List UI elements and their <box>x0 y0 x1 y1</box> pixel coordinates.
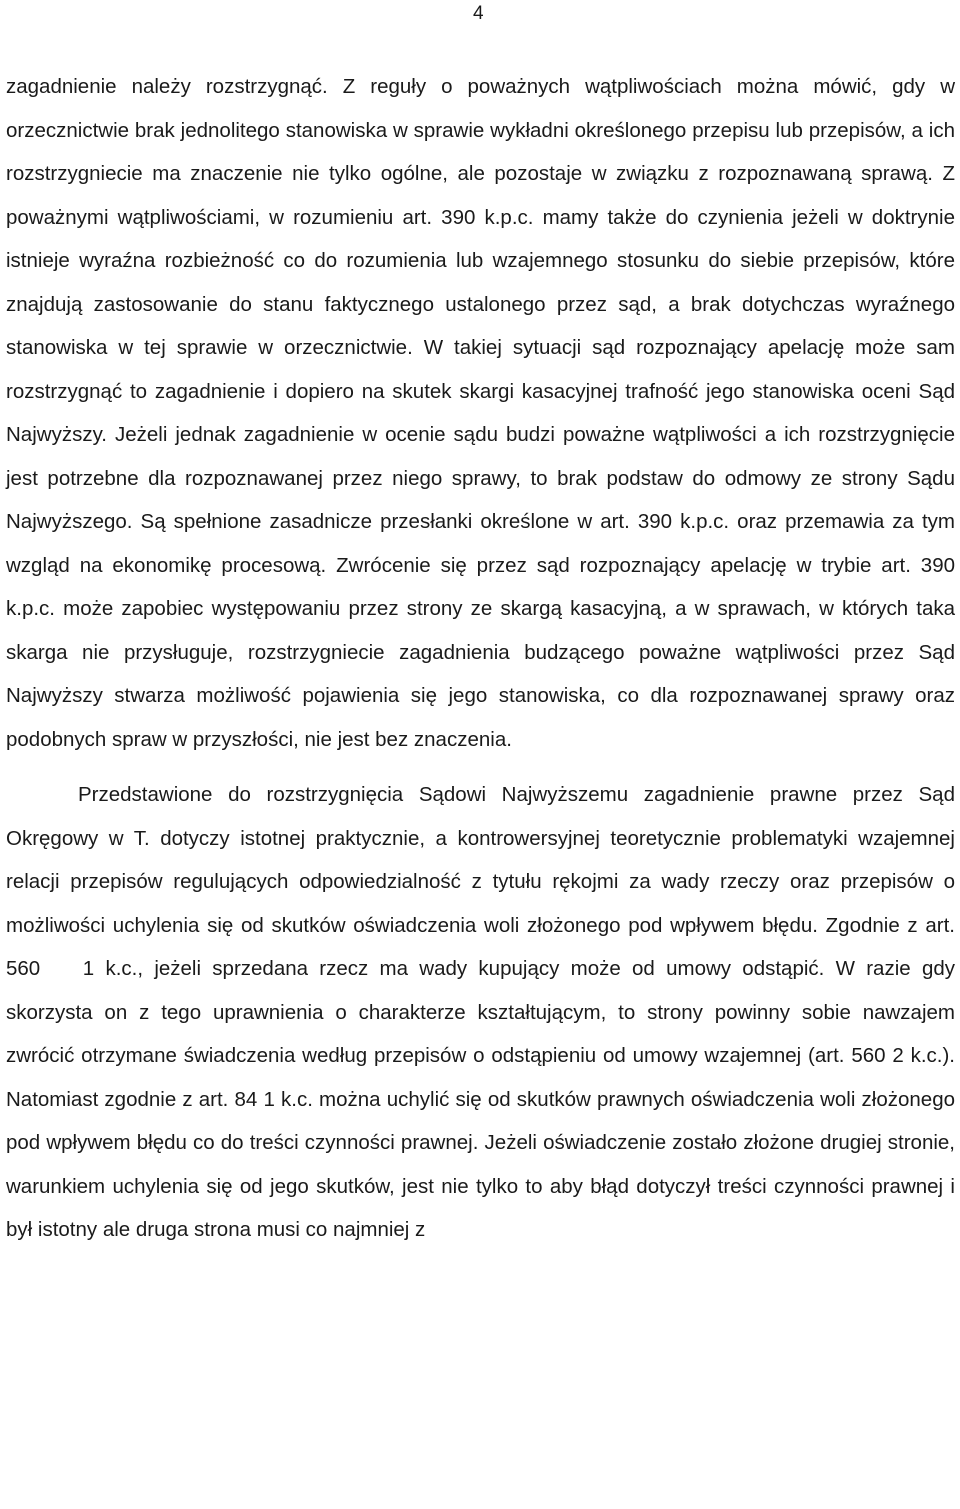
paragraph-2 <box>6 773 955 1252</box>
paragraph-2-text: Przedstawione do rozstrzygnięcia Sądowi Najwyższemu zagadnienie prawne przez Sąd Okręgowy w T. dotyczy istotnej praktycznie, a kontrowersyjnej teoretycznie problematyki wzajemnej relacji przepisów regulujących odpowiedzialność z tytułu rękojmi za wady rzeczy oraz przepisów o możliwości uchylenia się od skutków oświadczenia woli złożonego pod wpływem błędu. Zgodnie z art. 560 <box>6 783 955 980</box>
page-number: 4 <box>473 3 484 24</box>
paragraph-1: zagadnienie należy rozstrzygnąć. Z reguły o poważnych wątpliwościach można mówić, gdy w orzecznictwie brak jednolitego stanowiska w sprawie wykładni określonego przepisu lub przepisów, a ich rozstrzygniecie ma znaczenie nie tylko ogólne, ale pozostaje w związku z rozpoznawaną sprawą. Z poważnymi wątpliwościami, w rozumieniu art. 390 k.p.c. mamy także do czynienia jeżeli w doktrynie istnieje wyraźna rozbieżność co do rozumienia lub wzajemnego stosunku do siebie przepisów, które znajdują zastosowanie do stanu faktycznego ustalonego przez sąd, a brak dotychczas wyraźnego stanowiska w tej sprawie w orzecznictwie. W takiej sytuacji sąd rozpoznający apelację może sam rozstrzygnąć to zagadnienie i dopiero na skutek skargi kasacyjnej trafność jego stanowiska oceni Sąd Najwyższy. Jeżeli jednak zagadnienie w ocenie sądu budzi poważne wątpliwości a ich rozstrzygnięcie jest potrzebne dla rozpoznawanej przez niego sprawy, to brak podstaw do odmowy ze strony Sądu Najwyższego. Są spełnione zasadnicze przesłanki określone w art. 390 k.p.c. oraz przemawia za tym wzgląd na ekonomikę procesową. Zwrócenie się przez sąd rozpoznający apelację w trybie art. 390 k.p.c. może zapobiec występowaniu przez strony ze skargą kasacyjną, a w sprawach, w których taka skarga nie przysługuje, rozstrzygniecie zagadnienia budzącego poważne wątpliwości przez Sąd Najwyższy stwarza możliwość pojawienia się jego stanowiska, co dla rozpoznawanej sprawy oraz podobnych spraw w przyszłości, nie jest bez znaczenia. <box>6 75 955 751</box>
document-body <box>6 65 955 1252</box>
paragraph-2-continuation: 1 k.c., jeżeli sprzedana rzecz ma wady kupujący może od umowy odstąpić. W razie gdy skorzysta on z tego uprawnienia o charakterze kształtującym, to strony powinny sobie nawzajem zwrócić otrzymane świadczenia według przepisów o odstąpieniu od umowy wzajemnej (art. 560 2 k.c.). Natomiast zgodnie z art. 84 1 k.c. można uchylić się od skutków prawnych oświadczenia woli złożonego pod wpływem błędu co do treści czynności prawnej. Jeżeli oświadczenie zostało złożone drugiej stronie, warunkiem uchylenia się od jego skutków, jest nie tylko to aby błąd dotyczył treści czynności prawnej i był istotny ale druga strona musi co najmniej z <box>6 957 955 1241</box>
